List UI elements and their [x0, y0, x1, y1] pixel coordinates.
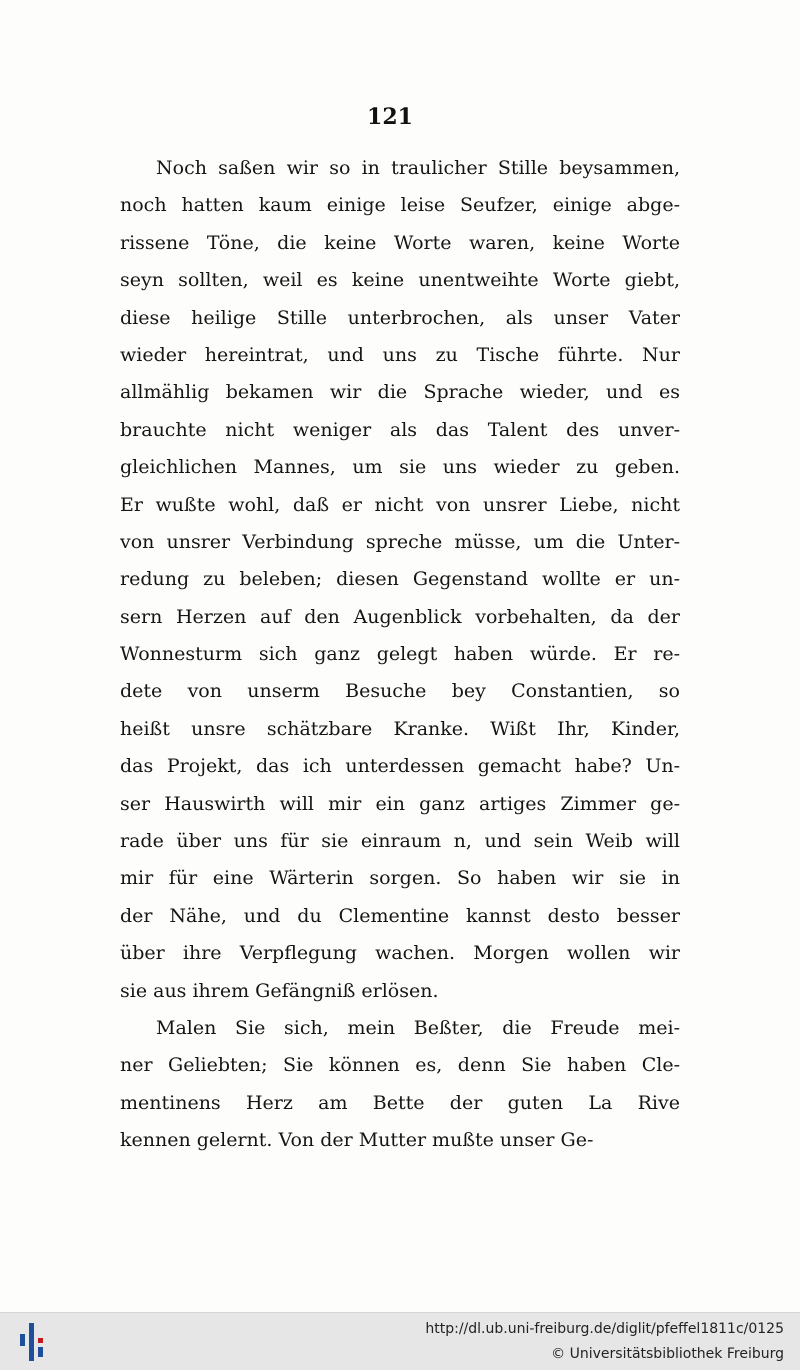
ub-freiburg-logo-icon[interactable]	[14, 1321, 54, 1363]
text-line: ner Geliebten; Sie können es, denn Sie haben Cle-	[120, 1054, 680, 1077]
text-line: Er wußte wohl, daß er nicht von unsrer Liebe, nicht	[120, 493, 680, 516]
text-line: wieder hereintrat, und uns zu Tische führte. Nur	[120, 343, 680, 366]
text-line: das Projekt, das ich unterdessen gemacht habe? Un-	[120, 755, 680, 778]
text-line: rade über uns für sie einraum n, und sein Weib will	[120, 830, 680, 853]
text-line: Malen Sie sich, mein Beßter, die Freude mei-	[156, 1016, 680, 1039]
text-line: über ihre Verpflegung wachen. Morgen wollen wir	[120, 942, 680, 965]
source-url[interactable]: http://dl.ub.uni-freiburg.de/diglit/pfeffel1811c/0125	[425, 1321, 784, 1337]
text-line: gleichlichen Mannes, um sie uns wieder zu geben.	[120, 456, 680, 479]
text-line: Noch saßen wir so in traulicher Stille beysammen,	[156, 157, 680, 179]
text-line: Wonnesturm sich ganz gelegt haben würde. Er re-	[120, 643, 680, 666]
text-line: ser Hauswirth will mir ein ganz artiges Zimmer ge-	[120, 792, 680, 815]
text-line: seyn sollten, weil es keine unentweihte Worte giebt,	[120, 269, 680, 292]
text-line: heißt unsre schätzbare Kranke. Wißt Ihr, Kinder,	[120, 717, 680, 740]
page-number: 121	[367, 104, 413, 130]
text-line: sern Herzen auf den Augenblick vorbehalten, da der	[120, 605, 680, 628]
text-line: rissene Töne, die keine Worte waren, keine Worte	[120, 231, 680, 254]
text-line: allmählig bekamen wir die Sprache wieder, und es	[120, 381, 680, 404]
text-line: mentinens Herz am Bette der guten La Rive	[120, 1091, 680, 1114]
text-line: brauchte nicht weniger als das Talent des unver-	[120, 418, 680, 441]
text-line: kennen gelernt. Von der Mutter mußte unser Ge-	[120, 1129, 594, 1152]
text-line: noch hatten kaum einige leise Seufzer, einige abge-	[120, 194, 680, 217]
text-line: von unsrer Verbindung spreche müsse, um die Unter-	[120, 530, 680, 553]
footer-bar	[0, 1312, 800, 1370]
text-line: diese heilige Stille unterbrochen, als unser Vater	[120, 306, 680, 329]
text-line: redung zu beleben; diesen Gegenstand wollte er un-	[120, 568, 680, 591]
body-text	[120, 150, 680, 1160]
text-line: der Nähe, und du Clementine kannst desto besser	[120, 904, 680, 927]
text-line: dete von unserm Besuche bey Constantien, so	[120, 680, 680, 703]
copyright-notice: © Universitätsbibliothek Freiburg	[551, 1346, 784, 1362]
text-line: sie aus ihrem Gefängniß erlösen.	[120, 979, 439, 1002]
text-line: mir für eine Wärterin sorgen. So haben wir sie in	[120, 867, 680, 890]
